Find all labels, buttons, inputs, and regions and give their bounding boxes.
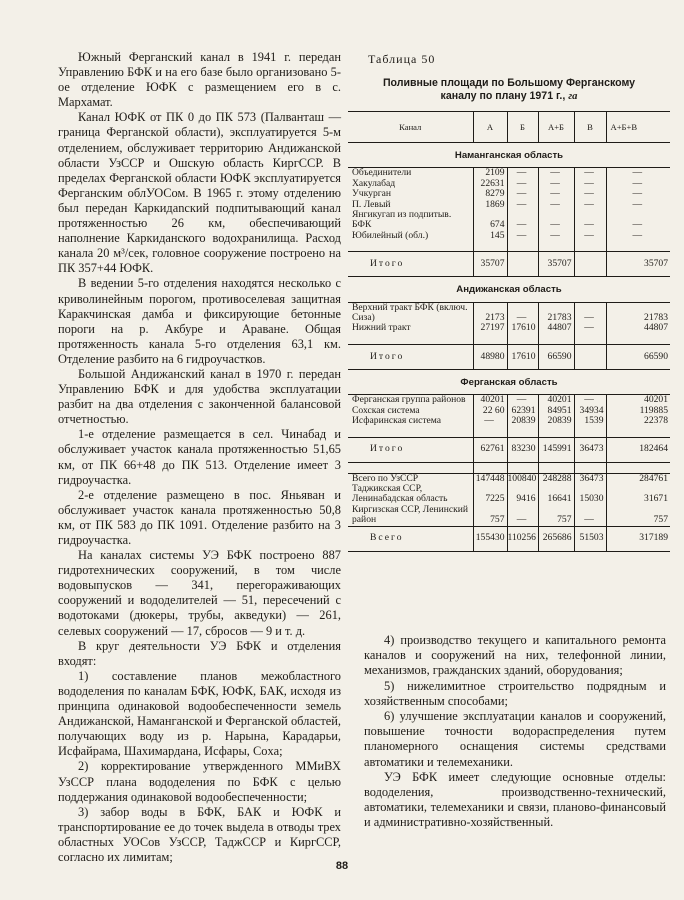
table-cell: —	[507, 200, 538, 210]
table-cell: —	[538, 210, 574, 231]
table-row	[348, 252, 670, 277]
column-header: А+Б	[538, 112, 574, 143]
list-item: 3) забор воды в БФК, БАК и ЮФК и транспортирование ее до точек выдела в отводы трех областных УОСов УзССР, ТаджССР и КиргССР, согласно их лимитам;	[58, 804, 341, 864]
table-cell: 15030	[574, 484, 606, 505]
table-cell: —	[507, 231, 538, 241]
table-cell: 317189	[606, 526, 670, 551]
table-cell: Ферганская группа районов	[348, 395, 473, 406]
table-cell: —	[606, 210, 670, 231]
list-item: 5) нижелимитное строительство подрядным и хозяйственным способами;	[364, 678, 666, 708]
table-cell: —	[538, 200, 574, 210]
paragraph: Канал ЮФК от ПК 0 до ПК 573 (Палванташ — граница Ферганской области), эксплуатируется 5-м отделением, обслуживает территорию Андижанской области УзССР и Ошскую область КиргССР. В пределах Ферганской области ЮФК эксплуатируется Ферганским облУОСом. В 1965 г. этому отделению был передан Каркидanский подпитывающий канал протяженностью 26 км, обеспечивающий наполнение Каркиданского водохранилища. Расход канала 20 м³/сек, головное сооружение построено на ПК 357+44 ЮФК.	[58, 110, 341, 276]
table-cell: Учкурган	[352, 188, 392, 200]
table-cell: —	[507, 189, 538, 199]
table-spacer	[348, 241, 670, 252]
table-cell: 20839	[538, 416, 574, 426]
table-cell: Всего по УзССР	[348, 473, 473, 484]
paragraph: На каналах системы УЭ БФК построено 887 гидротехнических сооружений, в том числе водовыпусков — 341, перегораживающих сооружений и вододелителей — 51, пересечений с водотоками (дюкеры, трубы, акведуки) — 261, селевых сооружений — 17, сбросов — 9 и т. д.	[58, 548, 341, 638]
table-cell: Объединители	[348, 168, 473, 179]
table-cell: 147448	[473, 473, 507, 484]
table-cell: П. Левый	[352, 198, 391, 210]
table-cell: —	[606, 189, 670, 199]
table-cell: Исфаринская система	[352, 415, 442, 427]
table-row	[348, 189, 670, 199]
table-cell: 16641	[538, 484, 574, 505]
table-cell: 110256	[507, 526, 538, 551]
table-cell: 62391	[507, 406, 538, 416]
table-cell: 22 60	[473, 406, 507, 416]
table-cell: 21783	[538, 302, 574, 323]
table-cell: 265686	[538, 526, 574, 551]
region-heading-row	[348, 369, 670, 394]
table-cell: Всего	[348, 526, 473, 551]
table-cell: Итого	[348, 344, 473, 369]
table-cell: Янгикугап из подпитыв. БФК	[352, 209, 452, 231]
table-cell	[574, 344, 606, 369]
table-cell: 248288	[538, 473, 574, 484]
table-cell: 674	[473, 210, 507, 231]
table-cell: —	[507, 168, 538, 179]
table-row	[348, 505, 670, 526]
table-cell: —	[473, 416, 507, 426]
table-cell: —	[574, 505, 606, 526]
paragraph: В круг деятельности УЭ БФК и отделения входят:	[58, 638, 341, 668]
table-cell: Верхний тракт БФК (включ. Сиза)	[348, 302, 473, 323]
table-block	[348, 52, 670, 552]
table-cell: 757	[606, 505, 670, 526]
table-cell: 155430	[473, 526, 507, 551]
table-cell: 20839	[507, 416, 538, 426]
list-item: 6) улучшение эксплуатации каналов и сооружений, повышение точности водораспределения путем планомерного оснащения системы средствами автоматики и телемеханики.	[364, 709, 666, 769]
table-cell: —	[606, 200, 670, 210]
region-heading-row	[348, 277, 670, 302]
table-cell: 83230	[507, 437, 538, 462]
table-row	[348, 179, 670, 189]
region-heading: Андижанская область	[456, 284, 562, 296]
table-cell: —	[574, 210, 606, 231]
table-label: Таблица 50	[368, 52, 436, 66]
region-heading-row	[348, 143, 670, 168]
table-spacer	[348, 427, 670, 438]
table-cell: 757	[538, 505, 574, 526]
paragraph: Южный Ферганский канал в 1941 г. передан Управлению БФК и на его базе было организовано 5-ое отделение ЮФК с размещением его в с. Мархамат.	[58, 50, 341, 110]
paragraph: 1-е отделение размещается в сел. Чинабад и обслуживает участок канала протяженностью 51,65 км, от ПК 66+48 до ПК 513. Отделение имеет 3 гидроучастка.	[58, 427, 341, 487]
table-row	[348, 210, 670, 231]
table-cell: 145	[473, 231, 507, 241]
table-cell: 40201	[473, 395, 507, 406]
table-row	[348, 484, 670, 505]
paragraph: В ведении 5-го отделения находятся несколько с криволинейным порогом, противоселевая защитная Каракчинская дамба и фиксирующие бетонные пороги на р. Акбуре и Араване. Общая протяженность канала 5-го отделения 63,1 км. Отделение разбито на 6 гидроучастков.	[58, 276, 341, 366]
table-cell: 84951	[538, 406, 574, 416]
table-cell: 35707	[538, 252, 574, 277]
table-cell: —	[507, 505, 538, 526]
table-header-row	[348, 112, 670, 143]
table-cell: 22631	[473, 179, 507, 189]
table-row	[348, 344, 670, 369]
table-row	[348, 168, 670, 179]
table-cell: 7225	[473, 484, 507, 505]
table-cell: —	[538, 231, 574, 241]
table-cell: —	[507, 210, 538, 231]
table-cell: 44807	[606, 323, 670, 333]
table-title: Поливные площади по Большому Ферганскому каналу по плану 1971 г., га	[382, 77, 636, 102]
column-header: В	[574, 112, 606, 143]
table-cell: 9416	[507, 484, 538, 505]
table-cell: 22378	[606, 416, 670, 426]
page-number: 88	[335, 860, 349, 872]
column-header: Канал	[348, 112, 473, 143]
table-cell: —	[538, 179, 574, 189]
paragraph: Большой Андижанский канал в 1970 г. передан Управлению БФК и для удобства эксплуатации разбит на два отделения с законченной балансовой отчетностью.	[58, 366, 341, 427]
table-cell: —	[574, 231, 606, 241]
table-row	[348, 231, 670, 241]
table-body	[348, 143, 670, 552]
table-cell: 66590	[606, 344, 670, 369]
table-cell: 51503	[574, 526, 606, 551]
right-text-column	[364, 633, 666, 831]
table-cell	[507, 252, 538, 277]
table-cell: 182464	[606, 437, 670, 462]
table-cell: Сохская система	[352, 404, 420, 416]
table-row	[348, 416, 670, 426]
list-item: 2) корректирование утвержденного ММиВХ УзССР плана вододеления по БФК с целью поддержания одинаковой водообеспеченности;	[58, 759, 341, 804]
table-cell: 17610	[507, 323, 538, 333]
table-row	[348, 437, 670, 462]
table-cell: —	[538, 189, 574, 199]
left-text-column	[58, 50, 341, 865]
table-cell: 2173	[473, 302, 507, 323]
table-cell: —	[574, 189, 606, 199]
table-cell: Итого	[348, 252, 473, 277]
table-cell	[574, 252, 606, 277]
table-cell: 34934	[574, 406, 606, 416]
table-cell: 21783	[606, 302, 670, 323]
table-cell: Киргизская ССР, Ленинский район	[352, 503, 469, 526]
column-header: Б	[507, 112, 538, 143]
table-cell: 31671	[606, 484, 670, 505]
data-table	[348, 111, 670, 552]
table-cell: —	[507, 179, 538, 189]
table-cell: 17610	[507, 344, 538, 369]
table-cell: —	[574, 179, 606, 189]
table-row	[348, 323, 670, 333]
table-cell: 48980	[473, 344, 507, 369]
table-cell: —	[538, 168, 574, 179]
table-cell: 62761	[473, 437, 507, 462]
table-cell: —	[574, 395, 606, 406]
table-cell: —	[606, 231, 670, 241]
table-cell: 40201	[538, 395, 574, 406]
table-row	[348, 526, 670, 551]
table-cell: 35707	[606, 252, 670, 277]
table-cell: —	[606, 168, 670, 179]
table-cell: —	[574, 200, 606, 210]
region-heading: Наманганская область	[454, 150, 564, 161]
table-cell: —	[606, 179, 670, 189]
paragraph: УЭ БФК имеет следующие основные отделы: вододеления, производственно-технический, автоматики, телемеханики и связи, планово-финансовый и административно-хозяйственный.	[364, 769, 666, 830]
table-cell: 757	[473, 505, 507, 526]
table-row	[348, 302, 670, 323]
table-cell: 27197	[473, 323, 507, 333]
table-cell: —	[574, 302, 606, 323]
column-header: А+Б+В	[606, 112, 670, 143]
table-cell: 284761	[606, 473, 670, 484]
table-cell: 44807	[538, 323, 574, 333]
table-cell: 66590	[538, 344, 574, 369]
table-cell: Итого	[348, 437, 473, 462]
table-cell: 35707	[473, 252, 507, 277]
paragraph: 2-е отделение размещено в пос. Яньяван и обслуживает участок канала протяженностью 50,8 км, от ПК 583 до ПК 1091. Отделение разбито на 3 гидроучастка.	[58, 487, 341, 547]
table-cell: Хакулабад	[352, 177, 396, 189]
list-item: 1) составление планов межобластного вододеления по каналам БФК, ЮФК, БАК, исходя из принципа одинаковой водообеспеченности земель Андижанской, Наманганской и Ферганской областей, получающих воду из р. Нарына, Карадарьи, Исфайрама, Шахимардана, Исфары, Coxa;	[58, 668, 341, 759]
table-cell: —	[574, 168, 606, 179]
table-cell: 40201	[606, 395, 670, 406]
table-cell: 1869	[473, 200, 507, 210]
column-header: А	[473, 112, 507, 143]
table-cell: 119885	[606, 406, 670, 416]
table-spacer	[348, 334, 670, 345]
table-cell: 1539	[574, 416, 606, 426]
table-cell: Таджикская ССР, Ленинабадская область	[352, 482, 448, 505]
table-cell: 145991	[538, 437, 574, 462]
table-cell: 36473	[574, 473, 606, 484]
table-cell: 36473	[574, 437, 606, 462]
table-cell: Юбилейный (обл.)	[352, 229, 429, 241]
table-cell: 2109	[473, 168, 507, 179]
region-heading: Ферганская область	[460, 376, 558, 388]
table-spacer	[348, 462, 670, 473]
table-cell: —	[574, 323, 606, 333]
table-cell: —	[507, 395, 538, 406]
table-cell: 100840	[507, 472, 537, 484]
table-cell: 8279	[473, 189, 507, 199]
table-cell: Нижний тракт	[352, 322, 411, 334]
list-item: 4) производство текущего и капитального ремонта каналов и сооружений на них, телефонной линии, механизмов, гражданских зданий, оборудования;	[364, 633, 666, 678]
table-cell: —	[507, 302, 538, 323]
